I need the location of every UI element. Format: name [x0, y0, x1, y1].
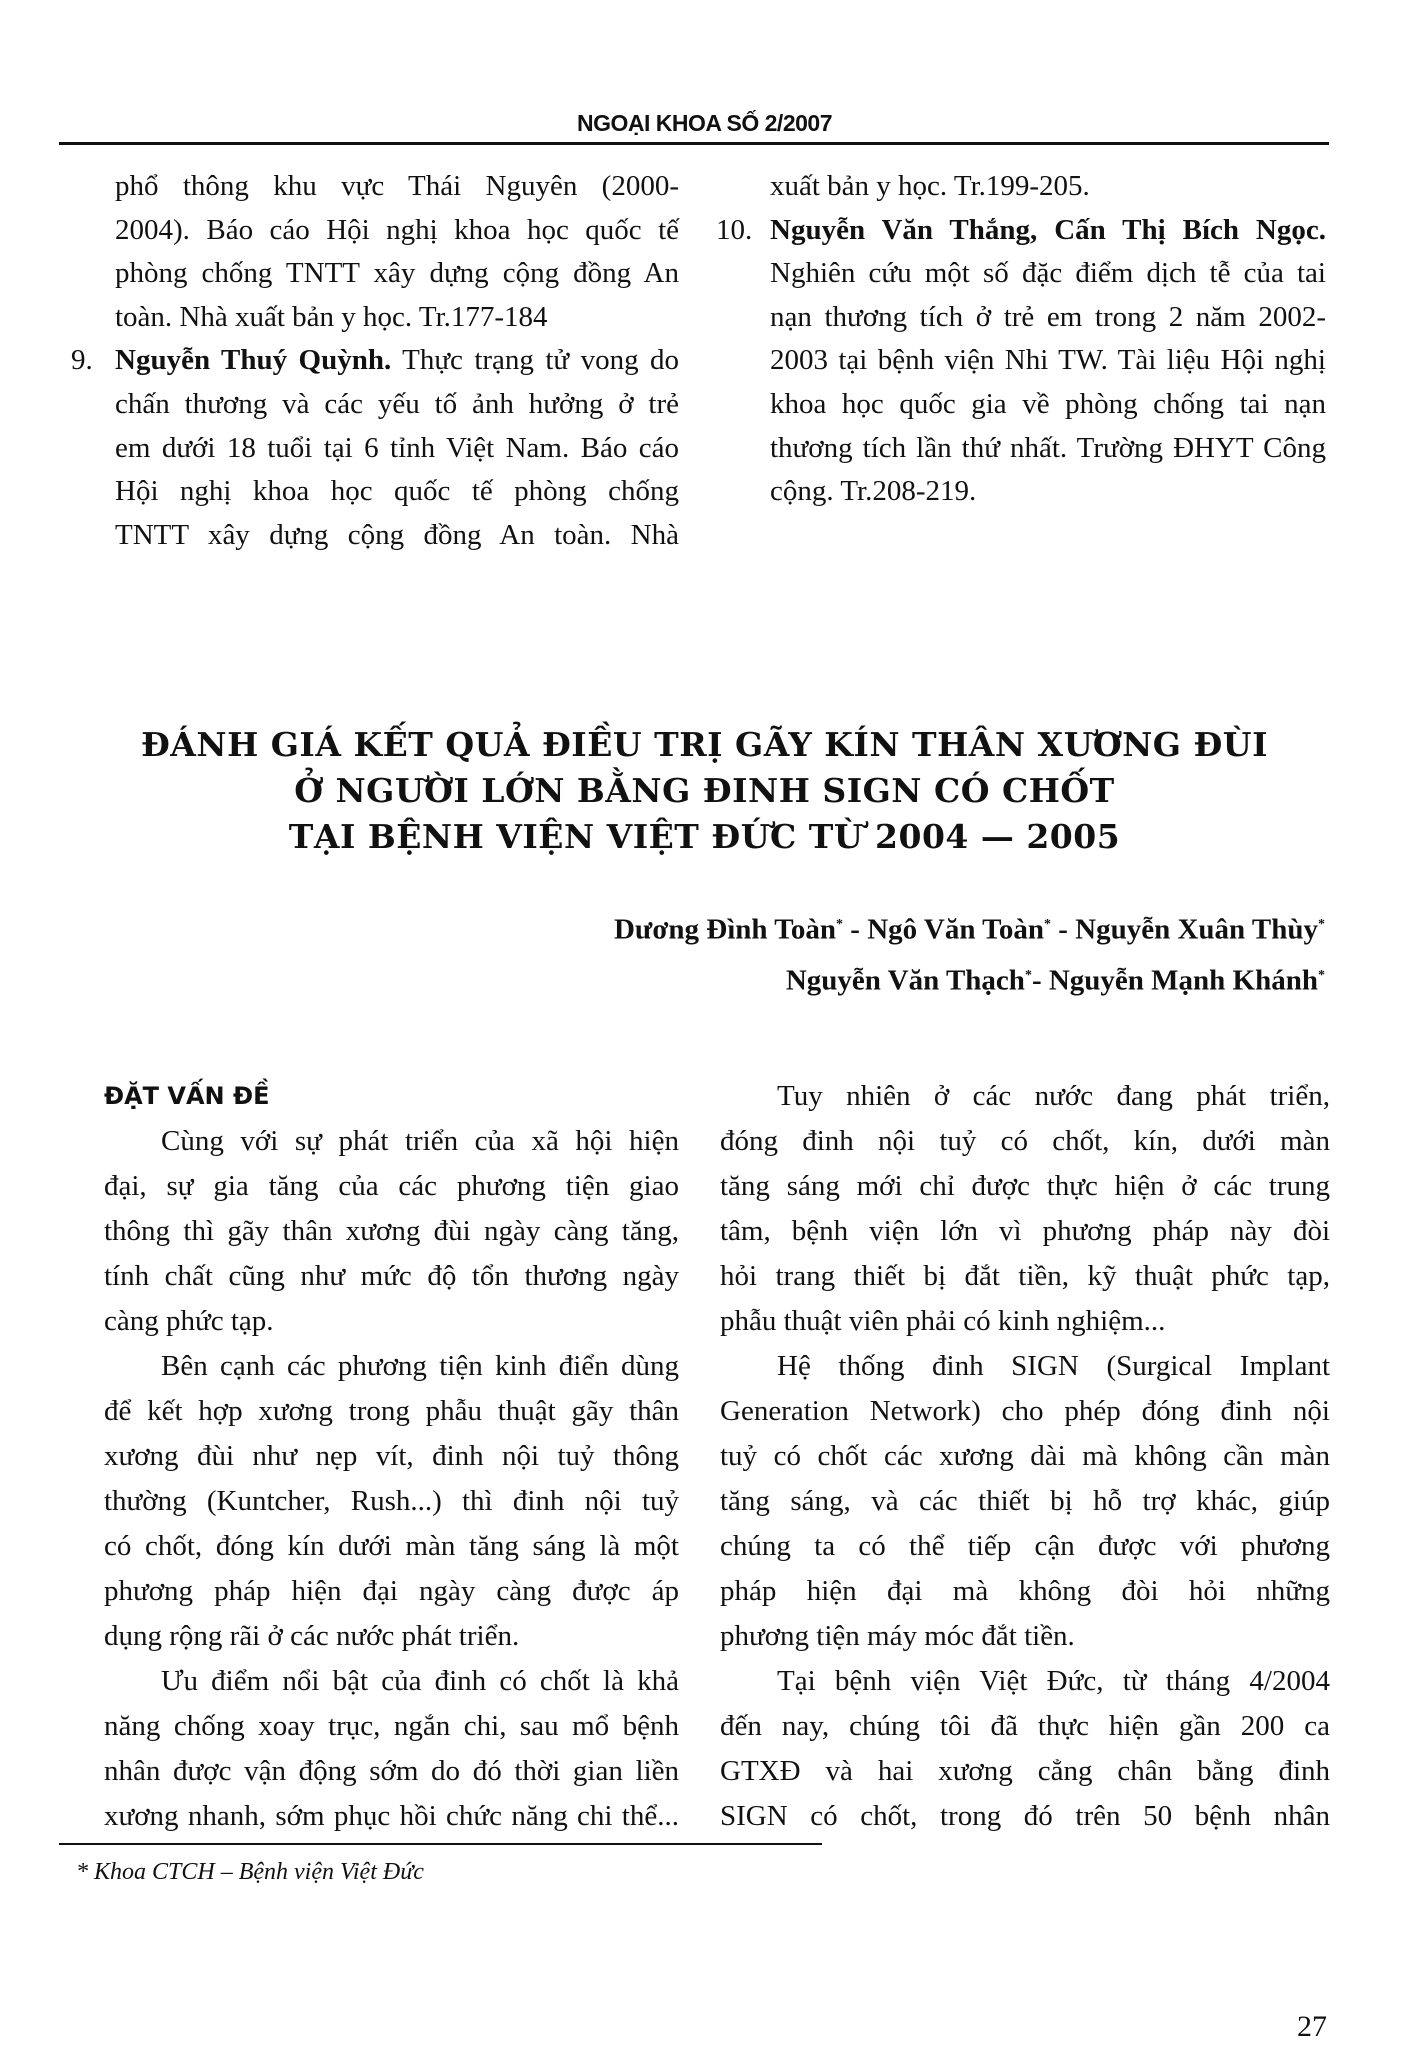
paragraph-line: tăng sáng mới chỉ được thực hiện ở các trung	[720, 1170, 1330, 1202]
reference-authors: Nguyễn Thuý Quỳnh.	[115, 344, 392, 377]
reference-line	[115, 514, 679, 558]
body-left-column	[104, 1074, 679, 1839]
reference-text: phòng chống TNTT xây dựng cộng đồng An	[115, 257, 679, 290]
paragraph-line: đến nay, chúng tôi đã thực hiện gần 200 ca	[720, 1710, 1330, 1742]
title-line: ĐÁNH GIÁ KẾT QUẢ ĐIỀU TRỊ GÃY KÍN THÂN XƯƠNG ĐÙI	[140, 725, 1269, 764]
reference-line	[115, 296, 679, 340]
reference-number: 10.	[716, 213, 753, 246]
reference-text: nạn thương tích ở trẻ em trong 2 năm 2002-	[770, 300, 1326, 333]
paragraph-line: phẫu thuật viên phải có kinh nghiệm...	[720, 1305, 1166, 1337]
reference-text: em dưới 18 tuổi tại 6 tỉnh Việt Nam. Báo cáo	[115, 431, 679, 464]
reference-line	[770, 252, 1326, 296]
footnote: * Khoa CTCH – Bệnh viện Việt Đức	[76, 1859, 424, 1885]
paragraph-line: tính chất cũng như mức độ tổn thương ngày	[104, 1260, 679, 1292]
affiliation-mark: *	[1318, 917, 1325, 932]
footnote-rule	[59, 1843, 822, 1845]
reference-text: 2003 tại bệnh viện Nhi TW. Tài liệu Hội nghị	[770, 344, 1326, 377]
reference-text: TNTT xây dựng cộng đồng An toàn. Nhà	[115, 518, 679, 551]
author: - Nguyễn Mạnh Khánh	[1031, 964, 1318, 997]
paragraph-line: hỏi trang thiết bị đắt tiền, kỹ thuật phức tạp,	[720, 1260, 1330, 1292]
paragraph-line: phương tiện máy móc đắt tiền.	[720, 1620, 1075, 1652]
paragraph-line: xương nhanh, sớm phục hồi chức năng chi thể...	[104, 1800, 679, 1832]
paragraph-line: tuỷ có chốt các xương dài mà không cần màn	[720, 1440, 1330, 1472]
reference-line	[770, 165, 1326, 209]
references-left-column	[71, 165, 679, 557]
paragraph-line: Hệ thống đinh SIGN (Surgical Implant	[777, 1350, 1330, 1382]
paragraph-line: để kết hợp xương trong phẫu thuật gãy thân	[104, 1395, 679, 1427]
title-line: TẠI BỆNH VIỆN VIỆT ĐỨC TỪ 2004 — 2005	[288, 817, 1121, 856]
paragraph-line: Cùng với sự phát triển của xã hội hiện	[161, 1125, 679, 1157]
running-head: NGOẠI KHOA SỐ 2/2007	[576, 110, 832, 136]
reference-text: xuất bản y học. Tr.199-205.	[770, 170, 1090, 202]
reference-text: phổ thông khu vực Thái Nguyên (2000-	[115, 170, 679, 202]
author: Dương Đình Toàn	[613, 913, 837, 946]
paragraph-line: Tại bệnh viện Việt Đức, từ tháng 4/2004	[777, 1665, 1330, 1697]
reference-line	[115, 165, 679, 209]
paragraph-line: SIGN có chốt, trong đó trên 50 bệnh nhân	[720, 1800, 1330, 1832]
page-number: 27	[1297, 2010, 1327, 2043]
author-list	[614, 902, 1325, 1003]
header-rule	[59, 142, 1329, 145]
title-line: Ở NGƯỜI LỚN BẰNG ĐINH SIGN CÓ CHỐT	[294, 771, 1115, 810]
paragraph-line: đóng đinh nội tuỷ có chốt, kín, dưới màn	[720, 1125, 1330, 1157]
reference-text: Thực trạng tử vong do	[391, 344, 679, 377]
references-right-column	[716, 165, 1326, 514]
reference-line	[770, 383, 1326, 427]
article-title	[0, 722, 1409, 860]
reference-line	[115, 470, 679, 514]
paragraph-line: Tuy nhiên ở các nước đang phát triển,	[777, 1080, 1330, 1112]
author: - Ngô Văn Toàn	[843, 913, 1044, 946]
affiliation-mark: *	[1318, 967, 1325, 983]
reference-text: khoa học quốc gia về phòng chống tai nạn	[770, 387, 1326, 420]
affiliation-mark: *	[836, 917, 844, 932]
paragraph-line: thông thì gãy thân xương đùi ngày càng tăng,	[104, 1215, 679, 1247]
paragraph-line: có chốt, đóng kín dưới màn tăng sáng là một	[104, 1530, 679, 1562]
reference-text: thương tích lần thứ nhất. Trường ĐHYT Công	[770, 431, 1326, 464]
reference-line	[115, 209, 679, 253]
affiliation-mark: *	[1043, 917, 1051, 932]
paragraph-line: xương đùi như nẹp vít, đinh nội tuỷ thông	[104, 1440, 679, 1472]
reference-line	[716, 209, 1326, 253]
paragraph-line: Ưu điểm nổi bật của đinh có chốt là khả	[161, 1665, 679, 1697]
paragraph-line: đại, sự gia tăng của các phương tiện giao	[104, 1170, 679, 1202]
reference-text: Hội nghị khoa học quốc tế phòng chống	[115, 475, 679, 508]
reference-text: toàn. Nhà xuất bản y học. Tr.177-184	[115, 300, 548, 333]
paragraph-line: Bên cạnh các phương tiện kinh điển dùng	[161, 1350, 679, 1382]
paragraph-line: pháp hiện đại mà không đòi hỏi những	[720, 1575, 1330, 1607]
paragraph-line: năng chống xoay trục, ngắn chi, sau mổ bệnh	[104, 1710, 679, 1742]
reference-line	[770, 470, 1326, 514]
reference-line	[770, 427, 1326, 471]
section-heading: ĐẶT VẤN ĐỀ	[104, 1082, 270, 1110]
reference-line	[115, 427, 679, 471]
reference-line	[115, 383, 679, 427]
reference-authors: Nguyễn Văn Thắng, Cấn Thị Bích Ngọc.	[770, 213, 1326, 246]
paragraph-line: Generation Network) cho phép đóng đinh nội	[720, 1395, 1330, 1427]
paragraph-line: nhân được vận động sớm do đó thời gian liền	[104, 1755, 679, 1787]
author: Nguyễn Văn Thạch	[785, 964, 1025, 997]
paragraph-line: tăng sáng, và các thiết bị hỗ trợ khác, giúp	[720, 1485, 1330, 1517]
paragraph-line: tâm, bệnh viện lớn vì phương pháp này đòi	[720, 1215, 1330, 1247]
reference-text: Nghiên cứu một số đặc điểm dịch tễ của tai	[770, 257, 1326, 290]
paragraph-line: GTXĐ và hai xương cẳng chân bằng đinh	[720, 1755, 1330, 1787]
paragraph-line: càng phức tạp.	[104, 1305, 274, 1337]
reference-number: 9.	[71, 344, 93, 377]
paragraph-line: chúng ta có thể tiếp cận được với phương	[720, 1530, 1330, 1562]
paragraph-line: thường (Kuntcher, Rush...) thì đinh nội tuỷ	[104, 1485, 679, 1517]
body-right-column	[720, 1074, 1330, 1839]
reference-line	[770, 339, 1326, 383]
author: - Nguyễn Xuân Thùy	[1050, 913, 1318, 946]
reference-line	[71, 339, 679, 383]
reference-text: cộng. Tr.208-219.	[770, 475, 977, 508]
affiliation-mark: *	[1024, 967, 1032, 983]
reference-line	[115, 252, 679, 296]
reference-line	[770, 296, 1326, 340]
reference-text: chấn thương và các yếu tố ảnh hưởng ở trẻ	[115, 387, 679, 420]
paragraph-line: phương pháp hiện đại ngày càng được áp	[104, 1575, 679, 1607]
reference-text: 2004). Báo cáo Hội nghị khoa học quốc tế	[115, 213, 679, 246]
paragraph-line: dụng rộng rãi ở các nước phát triển.	[104, 1620, 520, 1652]
